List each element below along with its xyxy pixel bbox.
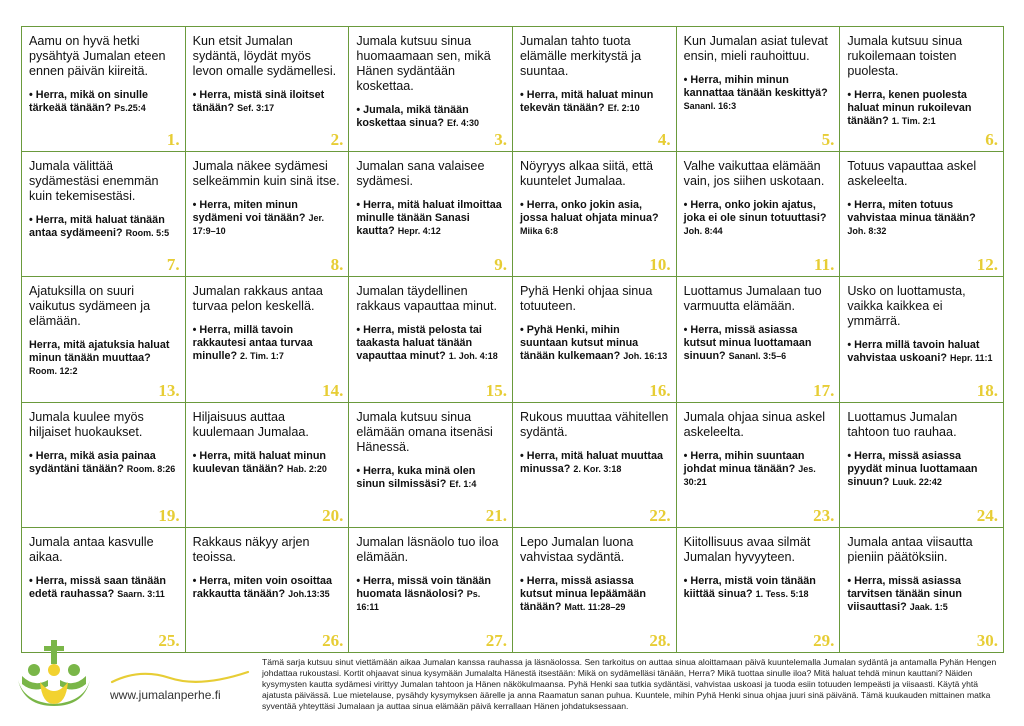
- card-intro: Rakkaus näkyy arjen teoissa.: [192, 534, 310, 564]
- info-text: Tämä sarja kutsuu sinut viettämään aikaa Jumalan kanssa rauhassa ja läsnäolossa. Sen tarkoitus on auttaa sinua aloittamaan päivä kuuntelemalla Jumalan sydäntä ja antamalla Pyhän Hengen johdattaa rukoustasi. Kortit ohjaavat sinua kysymään Jumalalta Hänestä itsestään: Mikä on sydämelläsi tänään, Herra? Mikä tuottaa sinulle iloa? Mitä haluat tehdä minun kauttani? Näiden kysymysten kautta sydämesi virittyy Jumalan tahtoon ja Hänen näkökulmaansa. Pyhä Henki saa tutkia sydäntäsi, vahvistaa uskoasi ja tuoda esiin totuuden lempeästi ja viisaasti. Käytä yhtä ajatusta päivässä. Lue mietelause, pysähdy kysymyksen äärelle ja anna Raamatun sanan puhua. Kuuntele, mihin Pyhä Henki sinua ohjaa juuri sinä päivänä. Tämä kuukauden mittainen matka syventää yhteyttäsi Jumalaan ja auttaa sinua elämään päivä kerrallaan Hänen johdatuksessaan.: [262, 657, 997, 711]
- question-text: • Herra, miten voin osoittaa rakkautta tänään?: [192, 574, 333, 600]
- day-number: 6.: [985, 130, 998, 150]
- day-number: 27.: [485, 630, 507, 650]
- calendar-card: [186, 528, 350, 653]
- card-intro: Aamu on hyvä hetki pysähtyä Jumalan eteen ennen päivän kiireitä.: [29, 34, 166, 78]
- bible-reference: Joh. 16:13: [623, 351, 668, 362]
- bible-reference: Sananl. 16:3: [683, 101, 737, 111]
- card-question: [684, 74, 834, 113]
- question-text: • Herra, mitä haluat minun kuulevan tänään?: [192, 449, 327, 475]
- card-intro: Nöyryys alkaa siitä, että kuuntelet Jumalaa.: [520, 159, 653, 189]
- day-number: 23.: [813, 505, 835, 525]
- calendar-card: [677, 277, 841, 402]
- card-intro: Hiljaisuus auttaa kuulemaan Jumalaa.: [192, 409, 309, 439]
- card-question: [356, 104, 506, 130]
- day-number: 10.: [649, 255, 671, 275]
- day-number: 30.: [976, 630, 998, 650]
- day-number: 1.: [166, 130, 180, 150]
- card-question: [847, 575, 997, 614]
- card-question: [684, 450, 834, 489]
- card-intro: Jumala kutsuu sinua huomaamaan sen, mikä Hänen sydäntään koskettaa.: [356, 34, 491, 93]
- card-intro: Kiitollisuus avaa silmät Jumalan hyvyyteen.: [683, 534, 811, 564]
- calendar-card: [22, 403, 186, 528]
- calendar-card: [349, 277, 513, 402]
- calendar-card: [22, 152, 186, 277]
- day-number: 3.: [494, 130, 507, 150]
- question-text: • Herra, mikä asia painaa sydäntäni tänään?: [29, 449, 156, 475]
- bible-reference: Sananl. 3:5–6: [728, 351, 787, 362]
- calendar-card: [513, 403, 677, 528]
- card-intro: Jumalan sana valaisee sydämesi.: [356, 159, 485, 189]
- question-text: • Herra, mikä on sinulle tärkeää tänään?: [29, 89, 148, 114]
- card-question: [193, 199, 343, 238]
- question-text: • Herra, kuka minä olen sinun silmissäsi?: [356, 464, 476, 490]
- calendar-card: [22, 528, 186, 653]
- bible-reference: Saarn. 3:11: [117, 588, 165, 599]
- day-number: 18.: [976, 380, 998, 400]
- calendar-card: [513, 528, 677, 653]
- bible-reference: Jer. 17:9–10: [192, 213, 324, 237]
- day-number: 4.: [657, 130, 671, 150]
- card-intro: Luottamus Jumalaan tuo varmuutta elämään.: [683, 284, 822, 314]
- day-number: 7.: [166, 255, 180, 275]
- calendar-card: [840, 528, 1004, 653]
- day-number: 26.: [322, 630, 344, 650]
- question-text: • Herra, mitä haluat ilmoittaa minulle tänään Sanasi kautta?: [356, 199, 502, 238]
- card-intro: Jumala ohjaa sinua askel askeleelta.: [683, 409, 826, 439]
- calendar-card: [840, 152, 1004, 277]
- card-intro: Jumala kutsuu sinua rukoilemaan toisten puolesta.: [847, 34, 963, 78]
- day-number: 14.: [322, 380, 344, 400]
- card-intro: Jumalan rakkaus antaa turvaa pelon keskellä.: [192, 284, 323, 314]
- card-intro: Rukous muuttaa vähitellen sydäntä.: [520, 409, 669, 439]
- card-intro: Jumala näkee sydämesi selkeämmin kuin sinä itse.: [192, 159, 340, 189]
- card-question: [193, 324, 343, 363]
- card-intro: Ajatuksilla on suuri vaikutus sydämeen ja elämään.: [29, 284, 151, 329]
- card-question: [193, 450, 343, 476]
- bible-reference: Joh.13:35: [288, 588, 330, 599]
- bible-reference: Sef. 3:17: [237, 103, 275, 113]
- day-number: 5.: [821, 130, 835, 150]
- card-intro: Kun etsit Jumalan sydäntä, löydät myös levon omalle sydämellesi.: [192, 34, 337, 78]
- question-text: • Herra, millä tavoin rakkautesi antaa turvaa minulle?: [192, 324, 313, 363]
- calendar-card: [22, 277, 186, 402]
- card-intro: Jumalan tahto tuota elämälle merkitystä ja suuntaa.: [520, 34, 642, 78]
- question-text: • Herra, missä asiassa kutsut minua luottamaan sinuun?: [683, 324, 812, 363]
- question-text: • Herra, miten minun sydämeni voi tänään?: [192, 199, 306, 225]
- card-question: [847, 339, 997, 365]
- day-number: 11.: [814, 255, 835, 275]
- bible-reference: Luuk. 22:42: [892, 476, 942, 487]
- question-text: Herra, mitä ajatuksia haluat minun tänään muuttaa?: [29, 339, 170, 365]
- card-intro: Jumala antaa viisautta pieniin päätöksiin.: [847, 534, 973, 564]
- day-number: 8.: [330, 255, 344, 275]
- question-text: • Herra, mihin minun kannattaa tänään keskittyä?: [683, 74, 828, 99]
- calendar-card: [186, 152, 350, 277]
- calendar-card: [349, 27, 513, 152]
- bible-reference: Matt. 11:28–29: [564, 601, 626, 612]
- day-number: 2.: [330, 130, 344, 150]
- calendar-card: [186, 403, 350, 528]
- question-text: • Herra, mitä haluat tänään antaa sydämeeni?: [29, 214, 165, 240]
- card-intro: Jumala kuulee myös hiljaiset huokaukset.: [29, 409, 144, 439]
- bible-reference: Ps. 16:11: [356, 588, 481, 612]
- question-text: • Herra, onko jokin ajatus, joka ei ole sinun totuuttasi?: [683, 199, 827, 225]
- card-question: [684, 575, 834, 601]
- day-number: 12.: [976, 255, 998, 275]
- bible-reference: Hab. 2:20: [286, 463, 327, 474]
- day-number: 24.: [976, 505, 998, 525]
- calendar-card: [677, 27, 841, 152]
- question-text: • Herra, onko jokin asia, jossa haluat ohjata minua?: [520, 199, 659, 225]
- bible-reference: Joh. 8:32: [847, 226, 887, 237]
- card-question: [356, 324, 506, 363]
- bible-reference: Room. 12:2: [29, 366, 78, 377]
- day-number: 22.: [649, 505, 671, 525]
- day-number: 13.: [158, 380, 180, 400]
- card-intro: Luottamus Jumalan tahtoon tuo rauhaa.: [847, 409, 958, 439]
- card-question: [356, 575, 506, 614]
- card-question: [520, 324, 670, 363]
- card-question: [29, 575, 179, 601]
- bible-reference: Hepr. 4:12: [397, 226, 441, 237]
- day-number: 15.: [485, 380, 507, 400]
- card-intro: Jumala välittää sydämestäsi enemmän kuin tekemisestäsi.: [29, 159, 159, 204]
- bible-reference: 1. Joh. 4:18: [448, 351, 498, 362]
- question-text: • Pyhä Henki, mihin suuntaan kutsut minua tänään kulkemaan?: [520, 324, 639, 363]
- card-question: [684, 199, 834, 238]
- calendar-card: [513, 152, 677, 277]
- calendar-card: [840, 27, 1004, 152]
- bible-reference: Room. 8:26: [126, 463, 176, 474]
- day-number: 28.: [649, 630, 671, 650]
- question-text: • Herra, missä saan tänään edetä rauhassa?: [29, 574, 167, 600]
- bible-reference: Ef. 1:4: [449, 478, 477, 489]
- question-text: • Herra, missä asiassa tarvitsen tänään sinun viisauttasi?: [847, 574, 962, 613]
- calendar-card: [186, 27, 350, 152]
- decorative-swoosh-icon: [110, 666, 250, 688]
- website-link[interactable]: www.jumalanperhe.fi: [110, 688, 221, 702]
- card-question: [520, 199, 670, 238]
- calendar-card: [186, 277, 350, 402]
- card-question: [356, 465, 506, 491]
- question-text: • Herra, mitä haluat minun tekevän tänään?: [520, 89, 654, 114]
- bible-reference: Ef. 4:30: [446, 118, 479, 128]
- question-text: • Herra, mitä haluat muuttaa minussa?: [520, 449, 663, 475]
- calendar-card: [513, 277, 677, 402]
- bible-reference: 1. Tess. 5:18: [755, 588, 809, 599]
- card-intro: Lepo Jumalan luona vahvistaa sydäntä.: [520, 534, 634, 564]
- calendar-card: [677, 528, 841, 653]
- bible-reference: Miika 6:8: [520, 226, 559, 237]
- card-question: [193, 89, 343, 115]
- question-text: • Herra, mistä sinä iloitset tänään?: [192, 89, 325, 114]
- bible-reference: Jes. 30:21: [683, 463, 816, 487]
- card-intro: Jumala kutsuu sinua elämään omana itsenäsi Hänessä.: [356, 409, 493, 454]
- bible-reference: Ef. 2:10: [607, 103, 640, 113]
- day-number: 21.: [485, 505, 507, 525]
- card-question: [29, 89, 179, 115]
- bible-reference: 2. Tim. 1:7: [240, 351, 284, 362]
- calendar-card: [349, 528, 513, 653]
- question-text: • Herra, miten totuus vahvistaa minua tänään?: [847, 199, 976, 225]
- bible-reference: Ps.25:4: [114, 103, 146, 113]
- question-text: • Herra millä tavoin haluat vahvistaa uskoani?: [847, 339, 980, 365]
- day-number: 17.: [813, 380, 835, 400]
- card-question: [29, 450, 179, 476]
- bible-reference: Room. 5:5: [125, 228, 170, 239]
- logo-icon: [14, 636, 96, 706]
- question-text: • Herra, mistä voin tänään kiittää sinua?: [683, 574, 816, 600]
- calendar-card: [677, 403, 841, 528]
- calendar-card: [840, 403, 1004, 528]
- card-question: [520, 89, 670, 115]
- day-number: 9.: [494, 255, 507, 275]
- question-text: • Herra, missä asiassa pyydät minua luottamaan sinuun?: [847, 449, 978, 488]
- card-question: [356, 199, 506, 238]
- day-number: 19.: [158, 505, 180, 525]
- calendar-card: [513, 27, 677, 152]
- day-number: 25.: [158, 630, 180, 650]
- card-question: [29, 214, 179, 240]
- card-question: [847, 89, 997, 128]
- bible-reference: Jaak. 1:5: [909, 601, 948, 612]
- calendar-grid: [21, 26, 1004, 653]
- card-question: [847, 450, 997, 489]
- card-intro: Kun Jumalan asiat tulevat ensin, mieli rauhoittuu.: [683, 34, 828, 63]
- question-text: • Herra, missä asiassa kutsut minua lepäämään tänään?: [520, 574, 646, 613]
- day-number: 16.: [649, 380, 671, 400]
- card-intro: Totuus vapauttaa askel askeleelta.: [847, 159, 977, 189]
- question-text: • Herra, mistä pelosta tai taakasta haluat tänään vapauttaa minut?: [356, 324, 482, 363]
- card-intro: Jumalan täydellinen rakkaus vapauttaa minut.: [356, 284, 498, 314]
- card-intro: Jumala antaa kasvulle aikaa.: [29, 534, 154, 564]
- card-question: [520, 450, 670, 476]
- bible-reference: 1. Tim. 2:1: [891, 116, 936, 126]
- calendar-card: [22, 27, 186, 152]
- day-number: 29.: [813, 630, 835, 650]
- calendar-card: [677, 152, 841, 277]
- card-intro: Jumalan läsnäolo tuo iloa elämään.: [356, 534, 499, 564]
- card-question: [847, 199, 997, 238]
- card-intro: Pyhä Henki ohjaa sinua totuuteen.: [520, 284, 653, 314]
- card-question: [520, 575, 670, 614]
- question-text: • Jumala, mikä tänään koskettaa sinua?: [356, 104, 469, 129]
- card-intro: Valhe vaikuttaa elämään vain, jos siihen uskotaan.: [683, 159, 825, 189]
- bible-reference: Hepr. 11:1: [949, 353, 993, 364]
- calendar-card: [349, 403, 513, 528]
- card-question: [29, 339, 179, 378]
- calendar-card: [349, 152, 513, 277]
- bible-reference: 2. Kor. 3:18: [573, 463, 622, 474]
- day-number: 20.: [322, 505, 344, 525]
- card-intro: Usko on luottamusta, vaikka kaikkea ei ymmärrä.: [847, 284, 966, 329]
- card-question: [193, 575, 343, 601]
- question-text: • Herra, mihin suuntaan johdat minua tänään?: [683, 449, 805, 475]
- card-question: [684, 324, 834, 363]
- bible-reference: Joh. 8:44: [683, 226, 723, 237]
- question-text: • Herra, kenen puolesta haluat minun rukoilevan tänään?: [847, 89, 972, 127]
- calendar-card: [840, 277, 1004, 402]
- question-text: • Herra, missä voin tänään huomata läsnäolosi?: [356, 574, 491, 600]
